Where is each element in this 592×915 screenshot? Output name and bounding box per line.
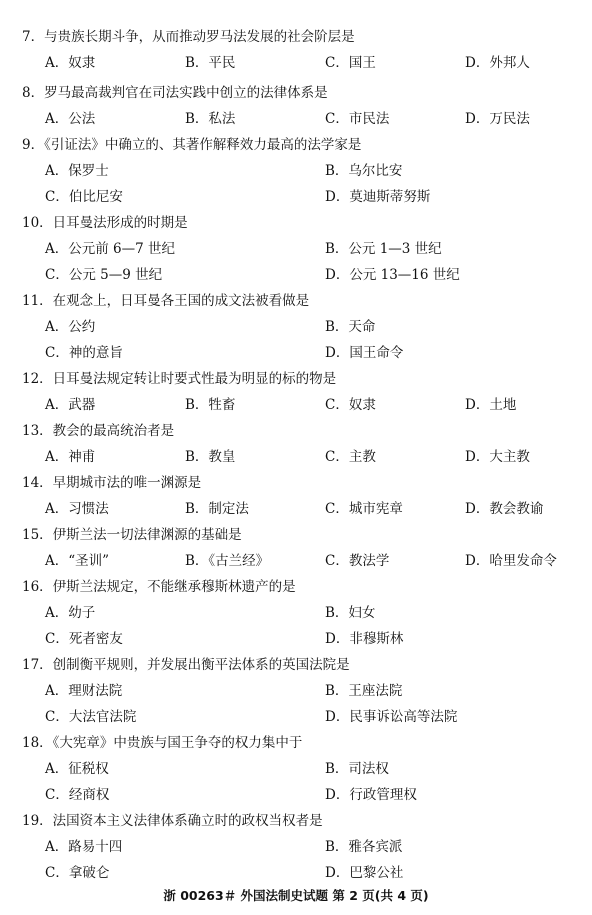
question-16-option-d: D．非穆斯林	[325, 631, 404, 647]
question-16-option-a: A．幼子	[45, 605, 96, 621]
question-8-stem: 8．罗马最高裁判官在司法实践中创立的法律体系是	[22, 85, 328, 101]
question-17-stem: 17．创制衡平规则，并发展出衡平法体系的英国法院是	[22, 657, 350, 673]
question-10-option-a: A．公元前 6—7 世纪	[45, 241, 176, 257]
question-13-option-b: B．教皇	[185, 449, 236, 465]
question-10-option-c: C．公元 5—9 世纪	[45, 267, 163, 283]
question-11-stem: 11．在观念上，日耳曼各王国的成文法被看做是	[22, 293, 310, 309]
question-15-option-a: A．“圣训”	[45, 553, 110, 569]
question-12-option-b: B．牲畜	[185, 397, 236, 413]
question-18-option-c: C．经商权	[45, 787, 110, 803]
question-7-stem: 7．与贵族长期斗争，从而推动罗马法发展的社会阶层是	[22, 29, 355, 45]
question-14-option-a: A．习惯法	[45, 501, 109, 517]
question-9-option-b: B．乌尔比安	[325, 163, 403, 179]
question-12-option-a: A．武器	[45, 397, 96, 413]
question-14-option-c: C．城市宪章	[325, 501, 403, 517]
question-15-stem: 15．伊斯兰法一切法律渊源的基础是	[22, 527, 242, 543]
question-9-option-a: A．保罗士	[45, 163, 109, 179]
question-7-option-a: A．奴隶	[45, 55, 96, 71]
question-17-option-a: A．理财法院	[45, 683, 123, 699]
question-11-option-a: A．公约	[45, 319, 96, 335]
question-9-stem: 9．《引证法》中确立的、其著作解释效力最高的法学家是	[22, 137, 362, 153]
question-18-option-d: D．行政管理权	[325, 787, 417, 803]
question-13-stem: 13．教会的最高统治者是	[22, 423, 175, 439]
question-16-stem: 16．伊斯兰法规定，不能继承穆斯林遗产的是	[22, 579, 296, 595]
question-17-option-d: D．民事诉讼高等法院	[325, 709, 458, 725]
question-13-option-a: A．神甫	[45, 449, 96, 465]
question-14-stem: 14．早期城市法的唯一渊源是	[22, 475, 202, 491]
question-10-option-d: D．公元 13—16 世纪	[325, 267, 460, 283]
page-footer: 浙 00263＃ 外国法制史试题 第 2 页(共 4 页)	[163, 888, 429, 903]
question-8-option-c: C．市民法	[325, 111, 390, 127]
question-14-option-b: B．制定法	[185, 501, 249, 517]
question-19-stem: 19．法国资本主义法律体系确立时的政权当权者是	[22, 813, 323, 829]
question-16-option-b: B．妇女	[325, 605, 376, 621]
question-7-option-c: C．国王	[325, 55, 376, 71]
question-13-option-d: D．大主教	[465, 449, 530, 465]
question-12-stem: 12．日耳曼法规定转让时要式性最为明显的标的物是	[22, 371, 337, 387]
question-8-option-a: A．公法	[45, 111, 96, 127]
question-10-stem: 10．日耳曼法形成的时期是	[22, 215, 188, 231]
question-17-option-c: C．大法官法院	[45, 709, 137, 725]
question-15-option-d: D．哈里发命令	[465, 553, 557, 569]
question-9-option-d: D．莫迪斯蒂努斯	[325, 189, 431, 205]
question-12-option-d: D．土地	[465, 397, 517, 413]
question-11-option-b: B．天命	[325, 319, 376, 335]
question-11-option-d: D．国王命令	[325, 345, 404, 361]
question-19-option-a: A．路易十四	[45, 839, 123, 855]
question-7-option-b: B．平民	[185, 55, 236, 71]
question-8-option-b: B．私法	[185, 111, 236, 127]
question-13-option-c: C．主教	[325, 449, 376, 465]
question-15-option-c: C．教法学	[325, 553, 390, 569]
question-18-option-a: A．征税权	[45, 761, 109, 777]
question-15-option-b: B．《古兰经》	[185, 553, 270, 569]
question-10-option-b: B．公元 1—3 世纪	[325, 241, 442, 257]
question-12-option-c: C．奴隶	[325, 397, 376, 413]
question-17-option-b: B．王座法院	[325, 683, 403, 699]
question-8-option-d: D．万民法	[465, 111, 530, 127]
question-14-option-d: D．教会教谕	[465, 501, 544, 517]
question-7-option-d: D．外邦人	[465, 55, 530, 71]
question-18-option-b: B．司法权	[325, 761, 389, 777]
question-19-option-d: D．巴黎公社	[325, 865, 404, 881]
question-11-option-c: C．神的意旨	[45, 345, 123, 361]
question-9-option-c: C．伯比尼安	[45, 189, 123, 205]
question-18-stem: 18．《大宪章》中贵族与国王争夺的权力集中于	[22, 735, 303, 751]
question-16-option-c: C．死者密友	[45, 631, 123, 647]
question-19-option-b: B．雅各宾派	[325, 839, 403, 855]
question-19-option-c: C．拿破仑	[45, 865, 110, 881]
